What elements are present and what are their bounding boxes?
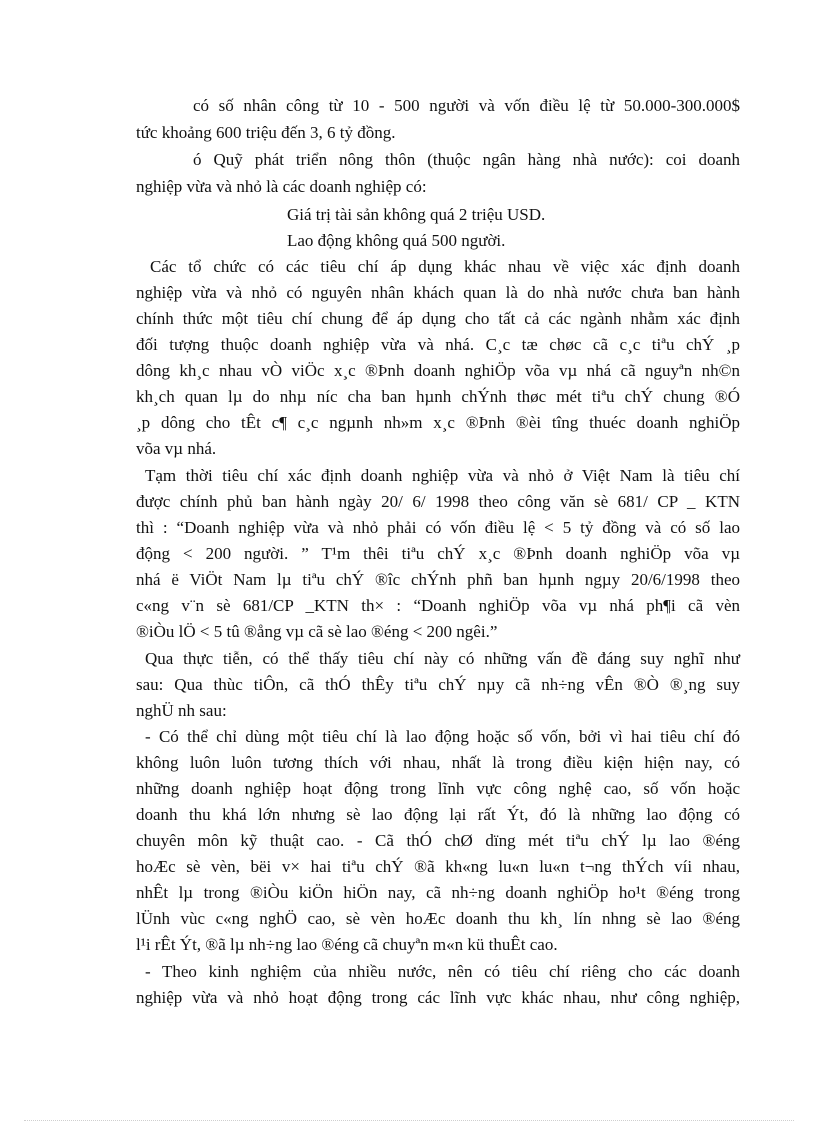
text-line: đối tượng thuộc doanh nghiệp vừa và nhá. C¸c tæ chøc cã c¸c tiªu chÝ ¸p: [136, 335, 740, 354]
text-line: sau: Qua thùc tiÔn, cã thÓ thÊy tiªu chÝ nµy cã nh÷ng vÊn ®Ò ®¸ng suy: [136, 675, 740, 694]
text-line: võa vµ nhá.: [136, 439, 217, 458]
text-line: Tạm thời tiêu chí xác định doanh nghiệp vừa và nhỏ ở Việt Nam là tiêu chí: [145, 466, 740, 485]
text-line: tức khoảng 600 triệu đến 3, 6 tỷ đồng.: [136, 123, 396, 142]
text-line: - Có thể chỉ dùng một tiêu chí là lao động hoặc số vốn, bởi vì hai tiêu chí đó: [145, 727, 740, 746]
text-line: chính thức một tiêu chí chung để áp dụng cho tất cả các ngành nhằm xác định: [136, 309, 740, 328]
text-line: nghÜ nh sau:: [136, 701, 227, 720]
text-line: doanh thu khá lớn nhưng sè lao động lại rất Ýt, đó là những lao động có: [136, 805, 740, 824]
text-line: - Theo kinh nghiệm của nhiều nước, nên có tiêu chí riêng cho các doanh: [145, 962, 740, 981]
text-line: Lao động không quá 500 người.: [287, 231, 506, 250]
text-line: nghiệp vừa và nhỏ hoạt động trong các lĩnh vực khác nhau, như công nghiệp,: [136, 988, 740, 1007]
page-bottom-rule: [24, 1120, 794, 1121]
text-line: động < 200 người. ” T¹m thêi tiªu chÝ x¸c ®Þnh doanh nghiÖp võa vµ: [136, 544, 740, 563]
text-line: không luôn luôn tương thích với nhau, nhất là trong điều kiện hiện nay, có: [136, 753, 740, 772]
text-line: l¹i rÊt Ýt, ®ã lµ nh÷ng lao ®éng cã chuyªn m«n kü thuÊt cao.: [136, 935, 558, 954]
text-line: thì : “Doanh nghiệp vừa và nhỏ phải có vốn điều lệ < 5 tỷ đồng và có số lao: [136, 518, 740, 537]
text-line: nghiệp vừa và nhỏ là các doanh nghiệp có:: [136, 177, 427, 196]
text-line: được chính phủ ban hành ngày 20/ 6/ 1998 theo công văn sè 681/ CP _ KTN: [136, 492, 740, 511]
text-line: kh¸ch quan lµ do nhµ níc cha ban hµnh chÝnh thøc mét tiªu chÝ chung ®Ó: [136, 387, 740, 406]
text-line: c«ng v¨n sè 681/CP _KTN th× : “Doanh nghiÖp võa vµ nhá ph¶i cã vèn: [136, 596, 740, 615]
text-line: ¸p dông cho tÊt c¶ c¸c ngµnh nh»m x¸c ®Þnh ®èi tîng thuéc doanh nghiÖp: [136, 413, 740, 432]
text-line: Giá trị tài sản không quá 2 triệu USD.: [287, 205, 546, 224]
text-line: nghiệp vừa và nhỏ có nguyên nhân khách quan là do nhà nước chưa ban hành: [136, 283, 740, 302]
text-line: nhá ë ViÖt Nam lµ tiªu chÝ ®îc chÝnh phñ ban hµnh ngµy 20/6/1998 theo: [136, 570, 740, 589]
text-line: ó Quỹ phát triển nông thôn (thuộc ngân hàng nhà nước): coi doanh: [193, 150, 740, 169]
text-line: ®iÒu lÖ < 5 tû ®ång vµ cã sè lao ®éng < 200 ngêi.”: [136, 622, 498, 641]
text-line: hoÆc sè vèn, bëi v× hai tiªu chÝ ®ã kh«ng lu«n lu«n t¬ng thÝch víi nhau,: [136, 857, 740, 876]
text-line: dông kh¸c nhau vÒ viÖc x¸c ®Þnh doanh nghiÖp võa vµ nhá cã nguyªn nh©n: [136, 361, 740, 380]
text-line: có số nhân công từ 10 - 500 người và vốn điều lệ từ 50.000-300.000$: [193, 96, 740, 115]
text-line: lÜnh vùc c«ng nghÖ cao, sè vèn hoÆc doanh thu kh¸ lín nhng sè lao ®éng: [136, 909, 740, 928]
text-line: nhÊt lµ trong ®iÒu kiÖn hiÖn nay, cã nh÷ng doanh nghiÖp ho¹t ®éng trong: [136, 883, 740, 902]
text-line: Các tổ chức có các tiêu chí áp dụng khác nhau về việc xác định doanh: [150, 257, 740, 276]
text-line: những doanh nghiệp hoạt động trong lĩnh vực công nghệ cao, số vốn hoặc: [136, 779, 740, 798]
text-line: chuyên môn kỹ thuật cao. - Cã thÓ chØ dïng mét tiªu chÝ lµ lao ®éng: [136, 831, 740, 850]
text-line: Qua thực tiễn, có thể thấy tiêu chí này có những vấn đề đáng suy nghĩ như: [145, 649, 740, 668]
